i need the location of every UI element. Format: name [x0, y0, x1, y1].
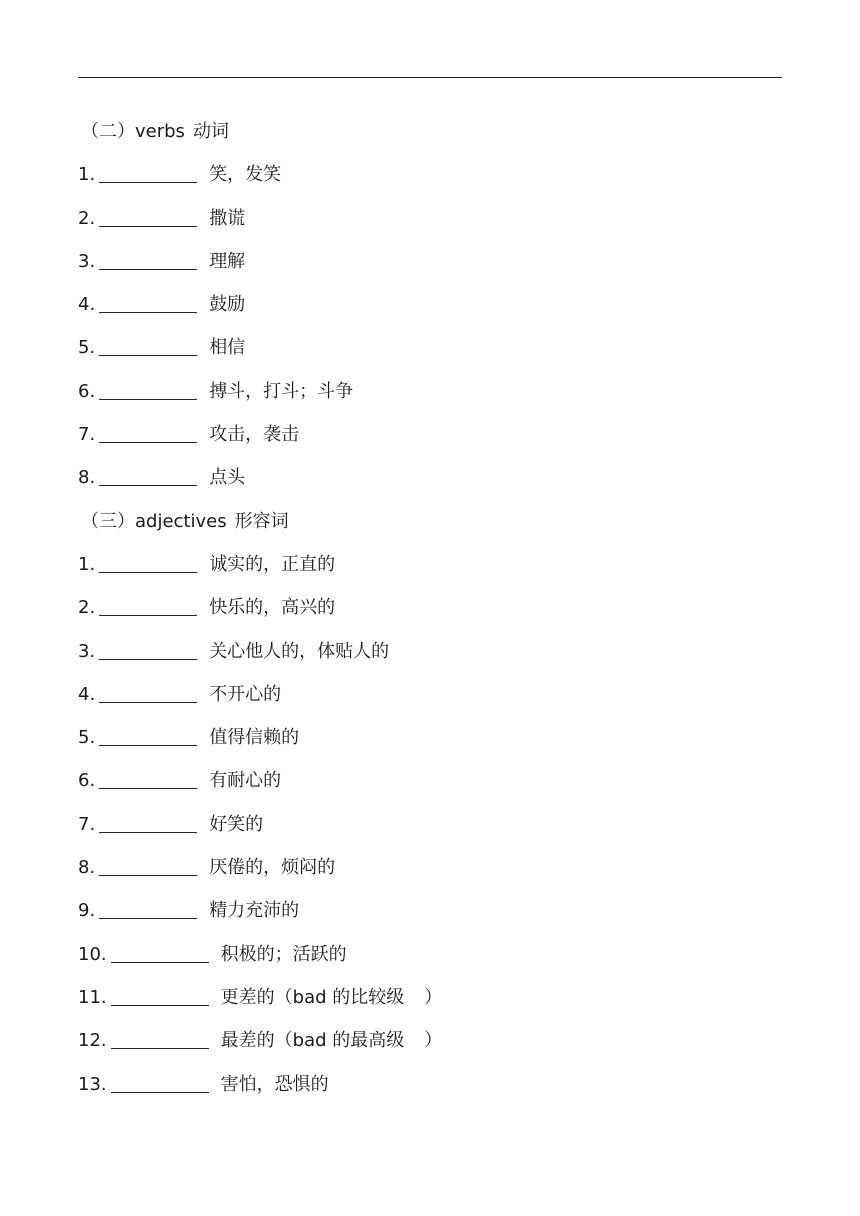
answer-blank[interactable]: [99, 381, 197, 400]
answer-blank[interactable]: [99, 684, 197, 703]
list-item: [78, 370, 782, 413]
header-rule: [78, 77, 782, 78]
item-number: 2.: [78, 207, 96, 229]
item-definition: 笑，发笑: [209, 164, 282, 186]
list-item: [78, 803, 782, 846]
list-item: [78, 543, 782, 586]
list-item: [78, 630, 782, 673]
item-definition: 相信: [209, 337, 246, 359]
item-definition: 精力充沛的: [209, 900, 300, 922]
item-number: 7.: [78, 813, 96, 835]
worksheet-content: [78, 110, 782, 1106]
item-number: 6.: [78, 380, 96, 402]
list-item: [78, 413, 782, 456]
closing-paren: ）: [424, 986, 443, 1008]
item-number: 3.: [78, 640, 96, 662]
item-number: 8.: [78, 467, 96, 489]
item-definition: 关心他人的，体贴人的: [209, 640, 390, 662]
list-item: [78, 153, 782, 196]
list-item: [78, 673, 782, 716]
heading-english: verbs: [135, 121, 185, 142]
item-number: 13.: [78, 1073, 107, 1095]
closing-paren: ）: [424, 1030, 443, 1052]
answer-blank[interactable]: [99, 424, 197, 443]
list-item: [78, 240, 782, 283]
item-number: 5.: [78, 337, 96, 359]
item-number: 4.: [78, 683, 96, 705]
answer-blank[interactable]: [99, 770, 197, 789]
item-number: 1.: [78, 553, 96, 575]
item-definition: 好笑的: [209, 813, 264, 835]
list-item: [78, 933, 782, 976]
list-item: [78, 283, 782, 326]
section-heading-verbs: [78, 110, 782, 153]
item-number: 7.: [78, 424, 96, 446]
item-number: 3.: [78, 250, 96, 272]
answer-blank[interactable]: [99, 251, 197, 270]
answer-blank[interactable]: [99, 337, 197, 356]
answer-blank[interactable]: [99, 554, 197, 573]
list-item: [78, 197, 782, 240]
item-number: 6.: [78, 770, 96, 792]
item-number: 11.: [78, 986, 107, 1008]
answer-blank[interactable]: [99, 208, 197, 227]
item-definition: 理解: [209, 250, 246, 272]
answer-blank[interactable]: [99, 641, 197, 660]
heading-english: adjectives: [135, 510, 227, 532]
item-definition: 值得信赖的: [209, 727, 300, 749]
item-definition: 撒谎: [209, 207, 246, 229]
item-definition: 害怕，恐惧的: [220, 1073, 329, 1095]
item-number: 2.: [78, 597, 96, 619]
item-definition: 不开心的: [209, 683, 282, 705]
heading-chinese: 形容词: [234, 510, 289, 532]
list-item: [78, 716, 782, 759]
list-item: [78, 586, 782, 629]
heading-prefix: （三）: [81, 510, 135, 532]
item-definition: 最差的（bad 的最高级: [220, 1030, 405, 1052]
item-number: 10.: [78, 943, 107, 965]
answer-blank[interactable]: [99, 814, 197, 833]
item-definition: 搏斗，打斗；斗争: [209, 380, 354, 402]
item-definition: 厌倦的，烦闷的: [209, 857, 336, 879]
item-number: 5.: [78, 727, 96, 749]
answer-blank[interactable]: [111, 987, 209, 1006]
item-definition: 点头: [209, 467, 246, 489]
answer-blank[interactable]: [111, 1074, 209, 1093]
item-definition: 快乐的，高兴的: [209, 597, 336, 619]
list-item: [78, 326, 782, 369]
item-definition: 鼓励: [209, 294, 246, 316]
list-item: [78, 759, 782, 802]
answer-blank[interactable]: [111, 944, 209, 963]
answer-blank[interactable]: [99, 900, 197, 919]
section-heading-adjectives: [78, 500, 782, 543]
list-item: [78, 1063, 782, 1106]
item-number: 1.: [78, 164, 96, 186]
list-item: [78, 1019, 782, 1062]
answer-blank[interactable]: [111, 1030, 209, 1049]
item-number: 9.: [78, 900, 96, 922]
heading-prefix: （二）: [81, 121, 135, 142]
item-definition: 更差的（bad 的比较级: [220, 986, 405, 1008]
list-item: [78, 889, 782, 932]
list-item: [78, 846, 782, 889]
answer-blank[interactable]: [99, 467, 197, 486]
answer-blank[interactable]: [99, 597, 197, 616]
item-number: 12.: [78, 1030, 107, 1052]
list-item: [78, 456, 782, 499]
item-definition: 诚实的，正直的: [209, 553, 336, 575]
answer-blank[interactable]: [99, 164, 197, 183]
item-definition: 攻击，袭击: [209, 424, 300, 446]
item-definition: 有耐心的: [209, 770, 282, 792]
item-number: 8.: [78, 857, 96, 879]
answer-blank[interactable]: [99, 727, 197, 746]
item-definition: 积极的；活跃的: [220, 943, 347, 965]
list-item: [78, 976, 782, 1019]
answer-blank[interactable]: [99, 857, 197, 876]
answer-blank[interactable]: [99, 294, 197, 313]
item-number: 4.: [78, 294, 96, 316]
heading-chinese: 动词: [192, 121, 229, 142]
